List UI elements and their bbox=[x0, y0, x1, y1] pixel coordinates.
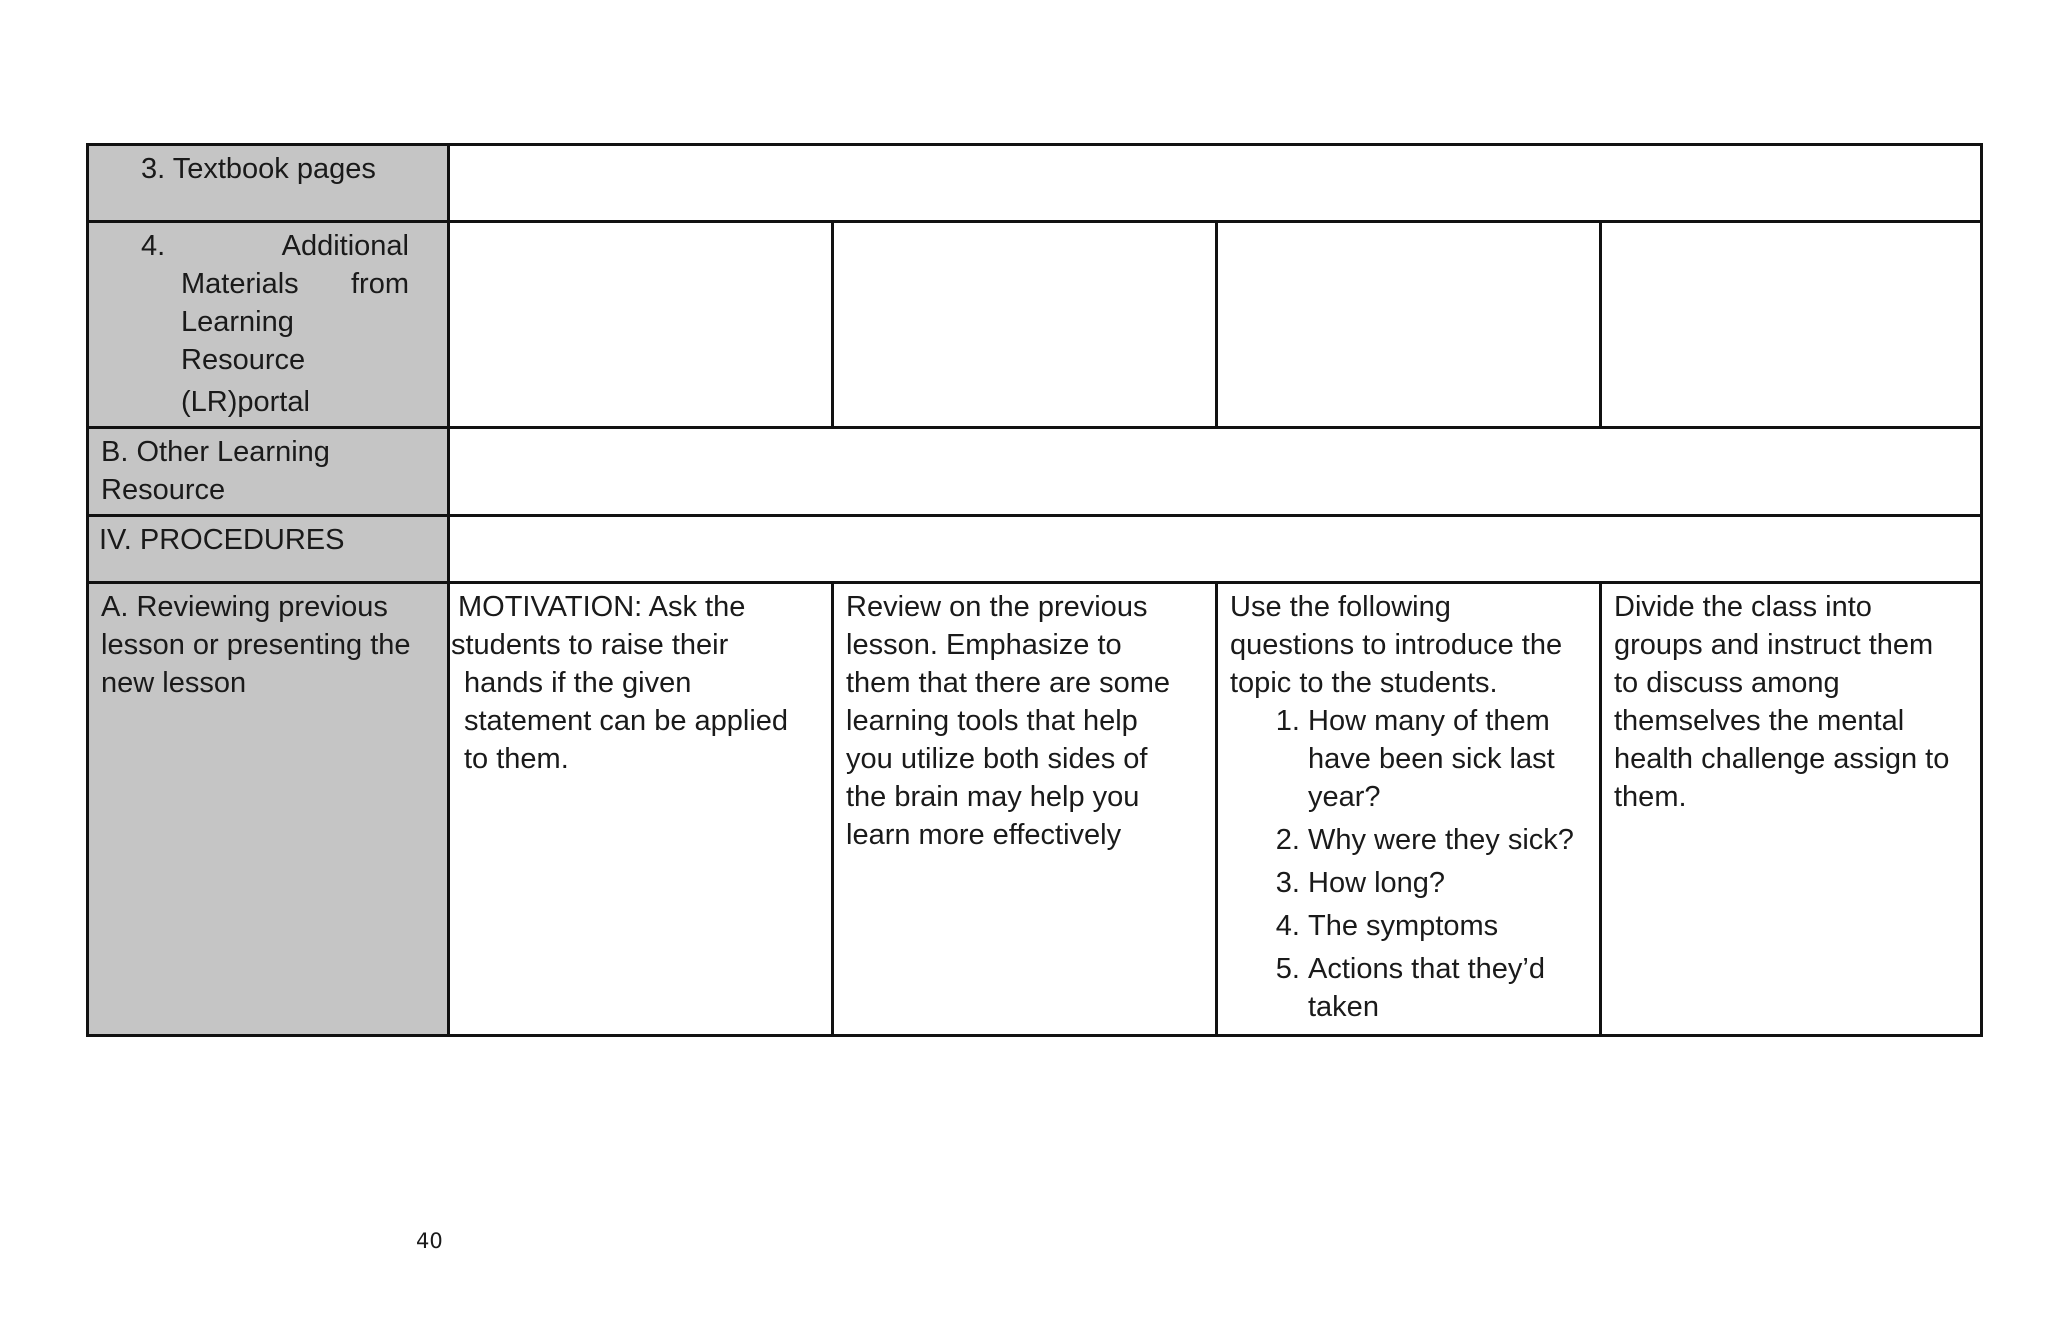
motivation-line2: students to raise their bbox=[451, 629, 729, 661]
additional-materials-day1 bbox=[450, 223, 834, 429]
motivation-line3: hands if the given bbox=[464, 667, 692, 699]
reviewing-lesson-line1: A. Reviewing previous bbox=[101, 591, 388, 623]
additional-materials-line1 bbox=[141, 227, 409, 265]
review-cell bbox=[834, 584, 1218, 1034]
motivation-line4: statement can be applied bbox=[464, 705, 789, 737]
motivation-cell bbox=[450, 584, 834, 1034]
group-discussion-line4: themselves the mental bbox=[1614, 705, 1905, 737]
textbook-pages-cell bbox=[450, 146, 1980, 223]
questions-intro-line3: topic to the students. bbox=[1230, 667, 1498, 699]
additional-materials-day2 bbox=[834, 223, 1218, 429]
lesson-plan-table bbox=[86, 143, 1983, 1037]
list-item: 4. The symptoms bbox=[1308, 907, 1587, 945]
other-learning-resource-label bbox=[89, 429, 450, 517]
review-line7: learn more effectively bbox=[846, 819, 1122, 851]
textbook-pages-label bbox=[89, 146, 450, 223]
motivation-line5: to them. bbox=[464, 743, 569, 775]
procedures-text: IV. PROCEDURES bbox=[99, 524, 345, 556]
other-learning-resource-cell bbox=[450, 429, 1980, 517]
additional-materials-word1: Additional bbox=[281, 230, 409, 262]
group-discussion-line3: to discuss among bbox=[1614, 667, 1840, 699]
additional-materials-word2: Materials bbox=[181, 268, 299, 300]
group-discussion-line1: Divide the class into bbox=[1614, 591, 1872, 623]
review-line5: you utilize both sides of bbox=[846, 743, 1148, 775]
additional-materials-label bbox=[89, 223, 450, 429]
additional-materials-day4 bbox=[1602, 223, 1980, 429]
reviewing-lesson-line2: lesson or presenting the bbox=[101, 629, 411, 661]
additional-materials-line3: Learning bbox=[181, 306, 294, 338]
page-number: 40 bbox=[416, 1229, 443, 1253]
questions-intro-line2: questions to introduce the bbox=[1230, 629, 1563, 661]
additional-materials-line4: Resource bbox=[181, 344, 306, 376]
other-learning-resource-line1: B. Other Learning bbox=[101, 436, 330, 468]
reviewing-lesson-label bbox=[89, 584, 450, 1034]
list-item: 5. Actions that they’d taken bbox=[1308, 950, 1587, 1026]
group-discussion-cell bbox=[1602, 584, 1980, 1034]
questions-intro-line1: Use the following bbox=[1230, 591, 1451, 623]
questions-list bbox=[1230, 702, 1587, 1026]
list-item: 3. How long? bbox=[1308, 864, 1587, 902]
review-line6: the brain may help you bbox=[846, 781, 1140, 813]
list-item: 1. How many of them have been sick last year? bbox=[1308, 702, 1587, 816]
textbook-pages-text: 3. Textbook pages bbox=[141, 153, 376, 185]
review-line1: Review on the previous bbox=[846, 591, 1148, 623]
other-learning-resource-line2: Resource bbox=[101, 474, 226, 506]
motivation-line1: MOTIVATION: Ask the bbox=[458, 591, 746, 623]
additional-materials-number: 4. bbox=[141, 230, 166, 262]
review-line3: them that there are some bbox=[846, 667, 1170, 699]
procedures-label bbox=[89, 517, 450, 584]
additional-materials-word3: from bbox=[351, 268, 409, 300]
review-line4: learning tools that help bbox=[846, 705, 1138, 737]
review-line2: lesson. Emphasize to bbox=[846, 629, 1122, 661]
additional-materials-day3 bbox=[1218, 223, 1602, 429]
additional-materials-line2 bbox=[141, 265, 409, 303]
questions-cell bbox=[1218, 584, 1602, 1034]
procedures-cell bbox=[450, 517, 1980, 584]
list-item: 2. Why were they sick? bbox=[1308, 821, 1587, 859]
group-discussion-line6: them. bbox=[1614, 781, 1687, 813]
group-discussion-line5: health challenge assign to bbox=[1614, 743, 1950, 775]
reviewing-lesson-line3: new lesson bbox=[101, 667, 247, 699]
group-discussion-line2: groups and instruct them bbox=[1614, 629, 1934, 661]
additional-materials-line5: (LR)portal bbox=[181, 386, 310, 418]
